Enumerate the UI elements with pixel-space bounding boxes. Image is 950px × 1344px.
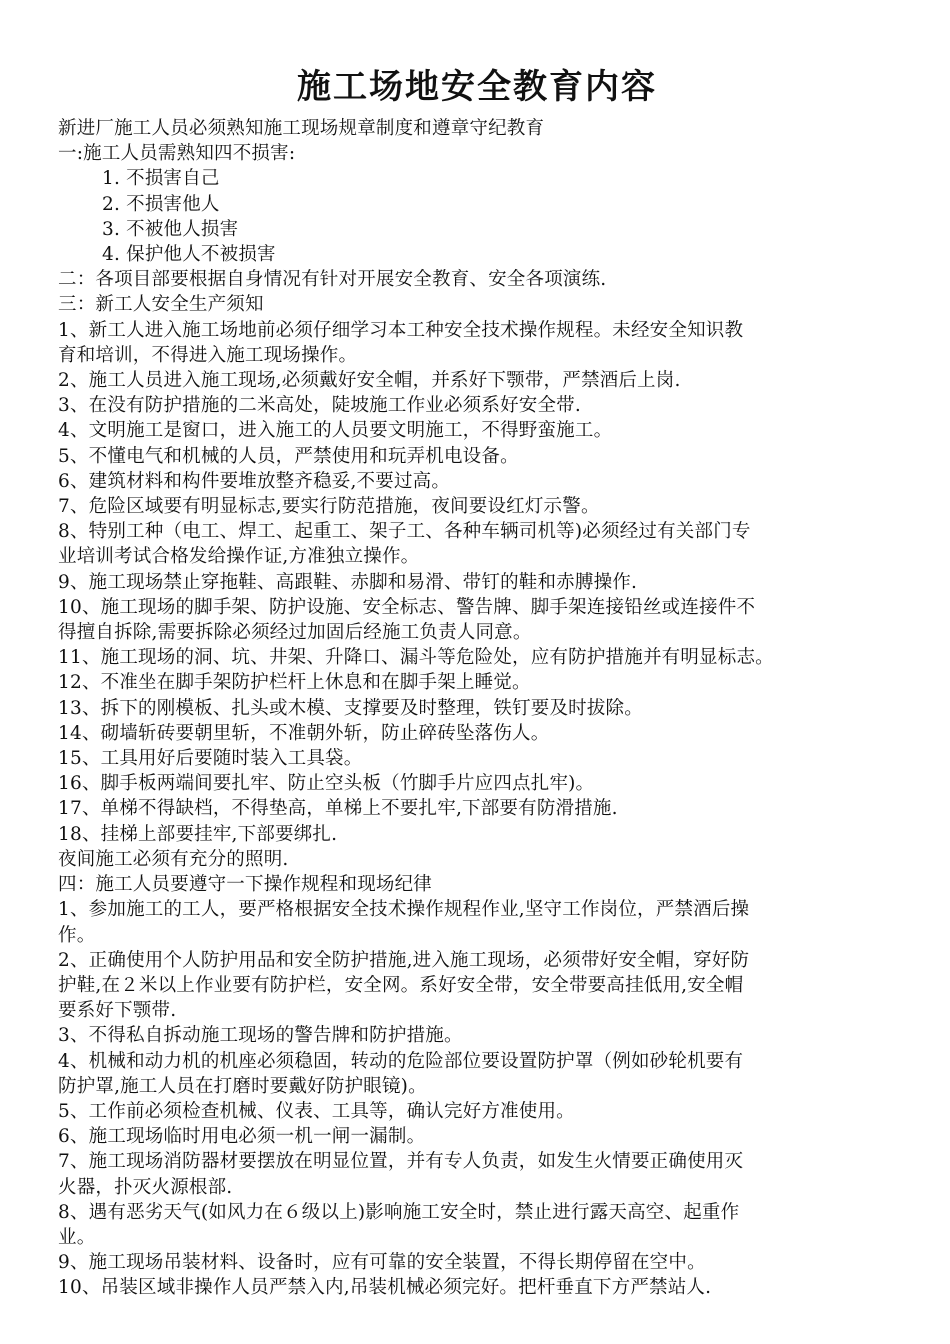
- body-line: 护鞋,在２米以上作业要有防护栏，安全网。系好安全带，安全带要高挂低用,安全帽: [58, 974, 744, 996]
- body-line: 要系好下颚带.: [58, 1000, 177, 1022]
- body-line: 5、不懂电气和机械的人员，严禁使用和玩弄机电设备。: [58, 445, 519, 467]
- section-heading: 三：新工人安全生产须知: [58, 294, 264, 316]
- body-line: 4、机械和动力机的机座必须稳固，转动的危险部位要设置防护罩（例如砂轮机要有: [58, 1050, 744, 1072]
- body-line: 4、文明施工是窗口，进入施工的人员要文明施工，不得野蛮施工。: [58, 420, 613, 442]
- body-line: 7、危险区域要有明显标志,要实行防范措施，夜间要设红灯示警。: [58, 496, 600, 518]
- body-line: 12、不准坐在脚手架防护栏杆上休息和在脚手架上睡觉。: [58, 672, 531, 694]
- body-line: 10、吊装区域非操作人员严禁入内,吊装机械必须完好。把杆垂直下方严禁站人.: [58, 1277, 712, 1299]
- body-line: 15、工具用好后要随时装入工具袋。: [58, 748, 363, 770]
- body-line: 11、施工现场的洞、坑、井架、升降口、漏斗等危险处，应有防护措施并有明显标志。: [58, 647, 774, 669]
- list-item: 2. 不损害他人: [102, 193, 220, 215]
- body-line: 业培训考试合格发给操作证,方准独立操作。: [58, 546, 420, 568]
- body-line: 夜间施工必须有充分的照明.: [58, 848, 289, 870]
- body-line: 8、遇有恶劣天气(如风力在６级以上)影响施工安全时，禁止进行露天高空、起重作: [58, 1201, 740, 1223]
- body-line: 17、单梯不得缺档，不得垫高，单梯上不要扎牢,下部要有防滑措施.: [58, 798, 618, 820]
- body-line: 1、参加施工的工人，要严格根据安全技术操作规程作业,坚守工作岗位，严禁酒后操: [58, 899, 750, 921]
- body-line: 3、在没有防护措施的二米高处，陡坡施工作业必须系好安全带.: [58, 395, 581, 417]
- body-line: 7、施工现场消防器材要摆放在明显位置，并有专人负责，如发生火情要正确使用灭: [58, 1151, 744, 1173]
- body-line: 8、特别工种（电工、焊工、起重工、架子工、各种车辆司机等)必须经过有关部门专: [58, 521, 751, 543]
- body-line: 火器，扑灭火源根部.: [58, 1176, 233, 1198]
- body-line: 9、施工现场吊装材料、设备时，应有可靠的安全装置，不得长期停留在空中。: [58, 1252, 706, 1274]
- intro-line: 新进厂施工人员必须熟知施工现场规章制度和遵章守纪教育: [58, 118, 545, 139]
- body-line: 10、施工现场的脚手架、防护设施、安全标志、警告牌、脚手架连接铅丝或连接件不: [58, 596, 756, 618]
- body-line: 2、正确使用个人防护用品和安全防护措施,进入施工现场，必须带好安全帽，穿好防: [58, 949, 750, 971]
- body-line: 3、不得私自拆动施工现场的警告牌和防护措施。: [58, 1025, 463, 1047]
- body-line: 14、砌墙斩砖要朝里斩，不准朝外斩，防止碎砖坠落伤人。: [58, 722, 550, 744]
- body-line: 16、脚手板两端间要扎牢、防止空头板（竹脚手片应四点扎牢)。: [58, 773, 595, 795]
- list-item: 3. 不被他人损害: [102, 218, 239, 240]
- body-line: 6、施工现场临时用电必须一机一闸一漏制。: [58, 1126, 426, 1148]
- body-line: 2、施工人员进入施工现场,必须戴好安全帽，并系好下颚带，严禁酒后上岗.: [58, 370, 681, 392]
- section-heading: 四：施工人员要遵守一下操作规程和现场纪律: [58, 874, 433, 896]
- section-heading: 二：各项目部要根据自身情况有针对开展安全教育、安全各项演练.: [58, 269, 607, 291]
- body-line: 防护罩,施工人员在打磨时要戴好防护眼镜)。: [58, 1075, 427, 1097]
- body-line: 5、工作前必须检查机械、仪表、工具等，确认完好方准使用。: [58, 1100, 575, 1122]
- section-heading: 一:施工人员需熟知四不损害:: [58, 143, 296, 165]
- body-line: 业。: [58, 1226, 96, 1248]
- body-line: 9、施工现场禁止穿拖鞋、高跟鞋、赤脚和易滑、带钉的鞋和赤膊操作.: [58, 571, 638, 593]
- body-line: 13、拆下的刚模板、扎头或木模、支撑要及时整理，铁钉要及时拔除。: [58, 697, 643, 719]
- list-item: 1. 不损害自己: [102, 168, 220, 190]
- body-line: 育和培训，不得进入施工现场操作。: [58, 344, 358, 366]
- body-line: 1、新工人进入施工场地前必须仔细学习本工种安全技术操作规程。未经安全知识教: [58, 319, 744, 341]
- list-item: 4. 保护他人不被损害: [102, 244, 276, 266]
- body-line: 作。: [58, 924, 96, 946]
- document-body: [58, 116, 896, 1301]
- body-line: 18、挂梯上部要挂牢,下部要绑扎.: [58, 823, 338, 845]
- document-title: 施工场地安全教育内容: [297, 67, 657, 107]
- body-line: 6、建筑材料和构件要堆放整齐稳妥,不要过高。: [58, 470, 451, 492]
- body-line: 得擅自拆除,需要拆除必须经过加固后经施工负责人同意。: [58, 622, 532, 644]
